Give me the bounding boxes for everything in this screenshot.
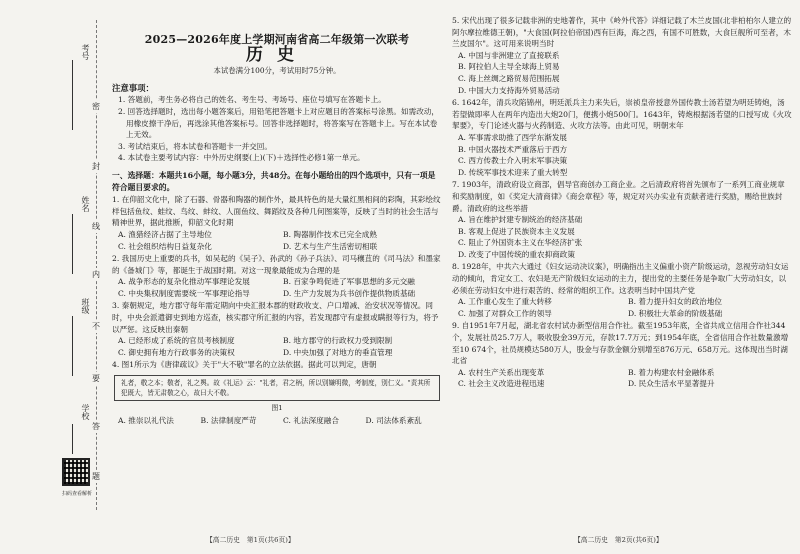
- option-b: B. 百家争鸣促进了军事思想的多元交融: [283, 277, 415, 287]
- qr-label: 扫码查看解析: [61, 491, 92, 497]
- option-a: A. 农村生产关系出现变革: [458, 367, 545, 377]
- figure-caption: 图1: [271, 404, 283, 413]
- question-stem: 7. 1903年，清政府设立商部，倡导官商创办工商企业。之后清政府将首先颁布了一系列工商业规章和奖励制度，如《奖定大清商律》《商会章程》等，规定对兴办实业有贡献者进行奖励，赐给世族封爵。清政府的这些举措: [452, 180, 785, 213]
- seal-char: 线: [92, 222, 100, 231]
- option-b: B. 中国火器技术严重落后于西方: [458, 144, 568, 154]
- question-stem: 4. 图1所示为《唐律疏议》关于"大不敬"罪名的立法依据。据此可以判定，唐朝: [112, 360, 377, 370]
- question-stem: 5. 宋代出现了很多记载非洲的史地著作，其中《岭外代答》详细记载了木兰皮国(北非柏柏尔人建立的阿尔摩拉维德王朝)，"大食国(阿拉伯帝国)西有巨海，海之西，有国不可胜数，大食巨舰所可至者，木兰皮国尔"。这可用来说明当时: [452, 16, 792, 49]
- option-a: A. 旨在维护封建专制统治的经济基础: [458, 215, 583, 225]
- question-7: [452, 179, 792, 260]
- option-d: D. 积极壮大革命的阶级基础: [628, 308, 723, 318]
- option-d: D. 改变了中国传统的重农抑商政策: [458, 249, 575, 259]
- option-c: C. 海上丝绸之路贸易范围拓展: [458, 73, 560, 83]
- option-c: C. 御史拥有地方行政事务的决策权: [118, 347, 235, 357]
- seal-dashed-line: [96, 20, 97, 510]
- option-d: D. 中央加强了对地方的垂直管理: [283, 347, 393, 357]
- question-1: [112, 194, 442, 252]
- question-3: [112, 300, 442, 358]
- option-a: A. 已经形成了系统的官员考核制度: [118, 336, 235, 346]
- option-c: C. 社会组织结构日益复杂化: [118, 241, 212, 251]
- option-a: A. 渔猎经济占据了主导地位: [118, 229, 212, 239]
- qr-code-icon[interactable]: [62, 458, 90, 486]
- option-b: B. 着力构建农村金融体系: [628, 367, 715, 377]
- exam-no-label: 考号: [81, 44, 90, 60]
- option-c: C. 社会主义改造进程迅速: [458, 379, 545, 389]
- option-c: C. 西方传教士介入明末军事决策: [458, 156, 568, 166]
- seal-char: 答: [92, 422, 100, 431]
- seal-char: 题: [92, 472, 100, 481]
- option-b: B. 着力提升妇女的政治地位: [628, 297, 722, 307]
- seal-char: 封: [92, 162, 100, 171]
- figure-1-box: 礼者，敬之本；敬者，礼之舆。故《礼运》云："礼者，君之柄，所以别嫌明微，考制度，别仁义。"责其所犯既大，皆无肃敬之心，故曰大不敬。: [114, 375, 440, 401]
- question-stem: 6. 1642年，清兵攻陷锦州，明廷派兵主力来失后，崇祯皇帝授意外国传教士汤若望为明廷铸炮，汤若望做即率人在两年内造出大炮20门，便携小炮500门。1643年，铸炮根据汤若望的口授写成《火攻挈要》，专门论述火器与火药制造、火攻方法等。由此可见，明朝末年: [452, 98, 792, 131]
- note-item: 1. 答题前，考生务必将自己的姓名、考生号、考场号、座位号填写在答题卡上。: [118, 95, 386, 105]
- note-item: 3. 考试结束后，将本试卷和答题卡一并交回。: [118, 141, 272, 151]
- option-c: C. 礼法深度融合: [283, 415, 339, 425]
- question-stem: 2. 我国历史上重要的兵书，如吴起的《吴子》、孙武的《孙子兵法》、司马穰苴的《司马法》和墨家的《备城门》等，都诞生于战国时期。对这一现象最能成为合理的是: [112, 254, 441, 275]
- page-footer-left: 【高二历史 第1页(共6页)】: [206, 536, 295, 544]
- question-5: [452, 15, 792, 96]
- seal-char: 密: [92, 102, 100, 111]
- option-d: D. 中国大力支持海外贸易活动: [458, 85, 560, 95]
- notes-heading: 注意事项：: [112, 82, 154, 93]
- option-d: D. 司法体系紊乱: [365, 415, 422, 425]
- question-8: [452, 261, 792, 319]
- school-line: [72, 424, 73, 454]
- option-b: B. 地方郡守的行政权力受到限制: [283, 336, 393, 346]
- option-b: B. 法律制度严苛: [200, 415, 257, 425]
- exam-no-line: [72, 60, 73, 130]
- question-stem: 8. 1928年，中共六大通过《妇女运动决议案》，明确指出主义偏重小资产阶级运动，忽视劳动妇女运动的倾向，肯定女工、农妇是无产阶级妇女运动的主力，提出党的主要任务是争取广大劳动妇女，以必须在劳动妇女中进行艰苦的、经常的组织工作。这表明当时中国共产党: [452, 262, 789, 295]
- question-stem: 9. 自1951年7月起，湖北省农村试办新型信用合作社。截至1953年底，全省共成立信用合作社344个，发展社员25.7万人，吸收股金39万元，存款17.7万元；到1954年底，全省信用合作社数量激增至10 674个，社员规模达580万人，股金与存款金额分别增至876万元、658万元。这体现出当时湖北省: [452, 321, 789, 366]
- option-b: B. 阿拉伯人主导全球海上贸易: [458, 62, 560, 72]
- note-item: 4. 本试卷主要考试内容：中外历史纲要(上)(下)＋选择性必修1第一单元。: [118, 153, 365, 163]
- option-a: A. 推崇以礼代法: [118, 415, 174, 425]
- option-a: A. 中国与非洲建立了直接联系: [458, 50, 560, 60]
- exam-meta: 本试卷满分100分，考试用时75分钟。: [213, 66, 341, 76]
- right-column: [452, 14, 792, 390]
- question-9: [452, 320, 792, 390]
- left-column: [112, 0, 442, 426]
- page-footer-right: 【高二历史 第2页(共6页)】: [574, 536, 663, 544]
- option-d: D. 生产力发展为兵书创作提供物质基础: [283, 288, 416, 298]
- seal-char: 不: [92, 322, 100, 331]
- section-heading: 一、选择题：本题共16小题，每小题3分，共48分。在每小题给出的四个选项中，只有一项是符合题目要求的。: [112, 170, 436, 192]
- option-b: B. 陶器制作技术已完全成熟: [283, 229, 377, 239]
- class-line: [72, 316, 73, 376]
- seal-char: 要: [92, 374, 100, 383]
- option-d: D. 民众生活水平显著提升: [628, 379, 715, 389]
- name-line: [72, 214, 73, 274]
- option-d: D. 传统军事技术迎来了重大转型: [458, 167, 568, 177]
- option-c: C. 中央集权制度需要统一军事理论指导: [118, 288, 250, 298]
- question-4: [112, 359, 442, 426]
- school-label: 学校: [81, 404, 90, 420]
- question-stem: 3. 秦朝规定，地方郡守每年需定期向中央汇报本郡的财政收支、户口增减、治安状况等情况。同时，中央会派遣御史到地方巡查，核实郡守所汇报的内容，若发现郡守有虚报或瞒报等行为，将予以严惩。这反映出秦朝: [112, 301, 439, 334]
- question-2: [112, 253, 442, 299]
- class-label: 班级: [81, 298, 90, 314]
- subject-title: 历史: [246, 44, 308, 65]
- option-a: A. 战争形态的复杂化推动军事理论发展: [118, 277, 250, 287]
- question-6: [452, 97, 792, 178]
- option-c: C. 加强了对群众工作的领导: [458, 308, 552, 318]
- option-a: A. 军事需求助推了西学东渐发展: [458, 132, 568, 142]
- name-label: 姓名: [81, 196, 90, 212]
- seal-char: 内: [92, 270, 100, 279]
- exam-title: 2025—2026年度上学期河南省高二年级第一次联考: [144, 33, 410, 46]
- note-item: 2. 回答选择题时，选出每小题答案后，用铅笔把答题卡上对应题目的答案标号涂黑。如需改动，用橡皮擦干净后，再选涂其他答案标号。回答非选择题时，将答案写在答题卡上。写在本试卷上无效。: [118, 106, 439, 140]
- option-b: B. 客观上促进了民族资本主义发展: [458, 226, 575, 236]
- option-c: C. 阻止了外国资本主义在华经济扩张: [458, 238, 583, 248]
- binding-margin: [0, 0, 110, 554]
- option-d: D. 艺术与生产生活密切相联: [283, 241, 378, 251]
- option-a: A. 工作重心发生了重大转移: [458, 297, 552, 307]
- question-stem: 1. 在仰韶文化中，除了石器、骨器和陶器的制作外，最具特色的是大量红黑相间的彩陶，其彩绘纹样包括鱼纹、蛙纹、鸟纹、蚌纹、人面鱼纹、舞蹈纹及各种几何图案等，反映了当时的社会生活与精神世界，据此推断，仰韶文化时期: [112, 195, 441, 228]
